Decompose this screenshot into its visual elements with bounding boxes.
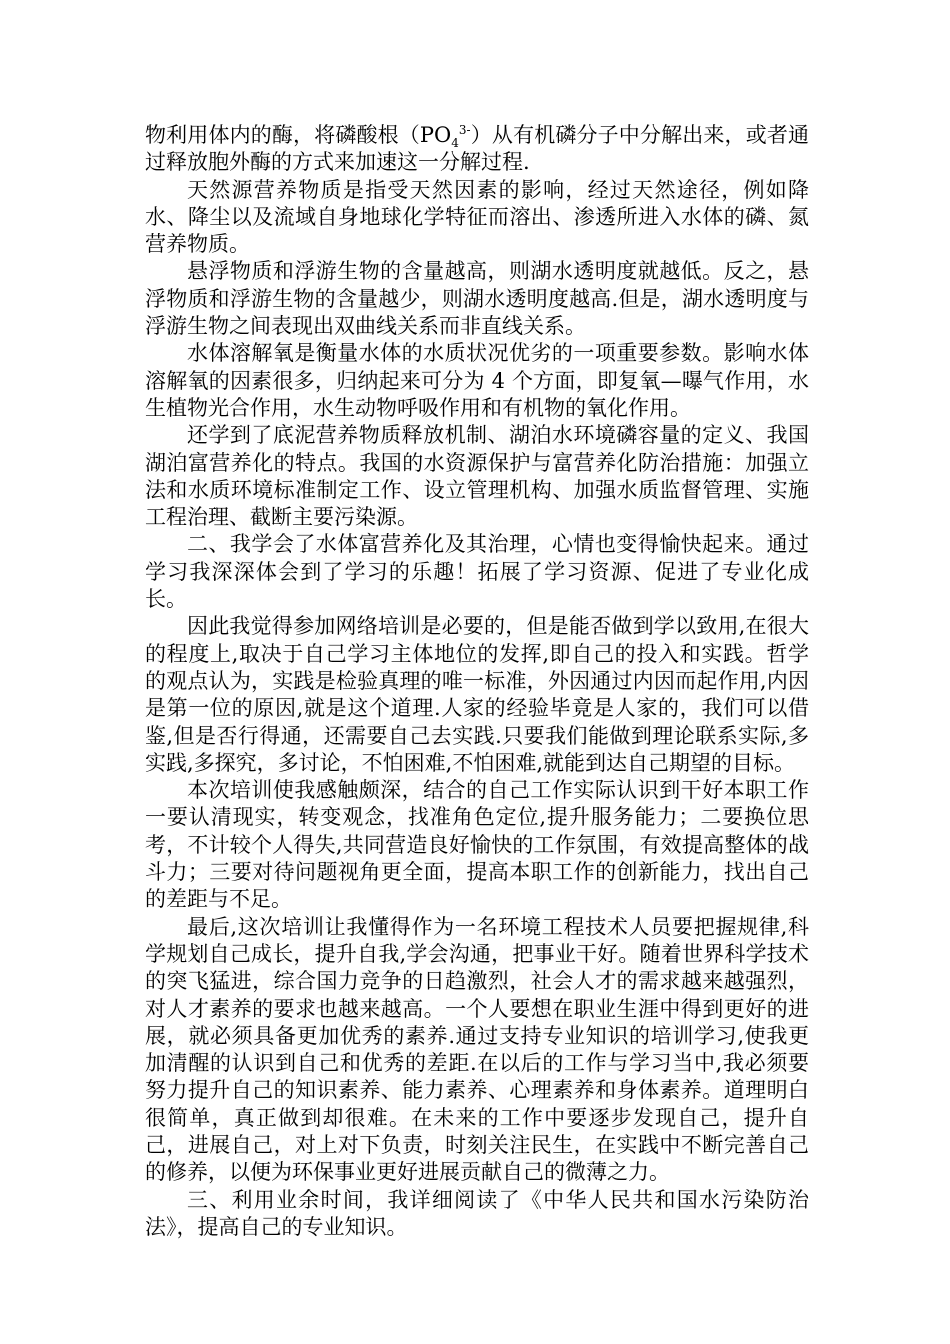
paragraph-training-feelings: 本次培训使我感触颇深，结合的自己工作实际认识到干好本职工作一要认清现实，转变观念，找准角色定位,提升服务能力；二要换位思考，不计较个人得失,共同营造良好愉快的工作氛围，有效提高整体的战斗力；三要对待问题视角更全面，提高本职工作的创新能力，找出自己的差距与不足。 bbox=[145, 778, 809, 912]
paragraph-section-two: 二、我学会了水体富营养化及其治理，心情也变得愉快起来。通过学习我深深体会到了学习的乐趣！拓展了学习资源、促进了专业化成长。 bbox=[145, 532, 809, 612]
subscript-4: 4 bbox=[451, 136, 459, 151]
paragraph-natural-nutrients: 天然源营养物质是指受天然因素的影响，经过天然途径，例如降水、降尘以及流域自身地球化学特征而溶出、渗透所进入水体的磷、氮营养物质。 bbox=[145, 177, 809, 257]
paragraph-conclusion: 最后,这次培训让我懂得作为一名环境工程技术人员要把握规律,科学规划自己成长，提升自我,学会沟通，把事业干好。随着世界科学技术的突飞猛进，综合国力竞争的日趋激烈，社会人才的需求越来越强烈，对人才素养的要求也越来越高。一个人要想在职业生涯中得到更好的进展，就必须具备更加优秀的素养.通过支持专业知识的培训学习,使我更加清醒的认识到自己和优秀的差距.在以后的工作与学习当中,我必须要努力提升自己的知识素养、能力素养、心理素养和身体素养。道理明白很简单，真正做到却很难。在未来的工作中要逐步发现自己，提升自己，进展自己，对上对下负责，时刻关注民生，在实践中不断完善自己的修养，以便为环保事业更好进展贡献自己的微薄之力。 bbox=[145, 914, 809, 1185]
paragraph-text: ）从有机磷分子中分解出来，或者通过释放胞外酶的方式来加速这一分解过程. bbox=[145, 123, 809, 175]
superscript-3minus: 3- bbox=[458, 123, 471, 137]
document-page bbox=[145, 122, 809, 1241]
paragraph-dissolved-oxygen: 水体溶解氧是衡量水体的水质状况优劣的一项重要参数。影响水体溶解氧的因素很多，归纳起来可分为 4 个方面，即复氧—曝气作用，水生植物光合作用，水生动物呼吸作用和有机物的氧化作用。 bbox=[145, 341, 809, 420]
paragraph-phosphate bbox=[145, 122, 809, 177]
paragraph-online-training: 因此我觉得参加网络培训是必要的，但是能否做到学以致用,在很大的程度上,取决于自己学习主体地位的发挥,即自己的投入和实践。哲学的观点认为，实践是检验真理的唯一标准，外因通过内因而起作用,内因是第一位的原因,就是这个道理.人家的经验毕竟是人家的，我们可以借鉴,但是否行得通，还需要自己去实践.只要我们能做到理论联系实际,多实践,多探究，多讨论，不怕困难,不怕困难,就能到达自己期望的目标。 bbox=[145, 614, 809, 775]
paragraph-text: 物利用体内的酶，将磷酸根（PO bbox=[145, 123, 452, 147]
paragraph-section-three: 三、利用业余时间，我详细阅读了《中华人民共和国水污染防治法》，提高自己的专业知识。 bbox=[145, 1187, 809, 1239]
paragraph-sediment: 还学到了底泥营养物质释放机制、湖泊水环境磷容量的定义、我国湖泊富营养化的特点。我国的水资源保护与富营养化防治措施：加强立法和水质环境标准制定工作、设立管理机构、加强水质监督管理、实施工程治理、截断主要污染源。 bbox=[145, 423, 809, 530]
paragraph-transparency: 悬浮物质和浮游生物的含量越高，则湖水透明度就越低。反之，悬浮物质和浮游生物的含量越少，则湖水透明度越高.但是，湖水透明度与浮游生物之间表现出双曲线关系而非直线关系。 bbox=[145, 259, 809, 339]
